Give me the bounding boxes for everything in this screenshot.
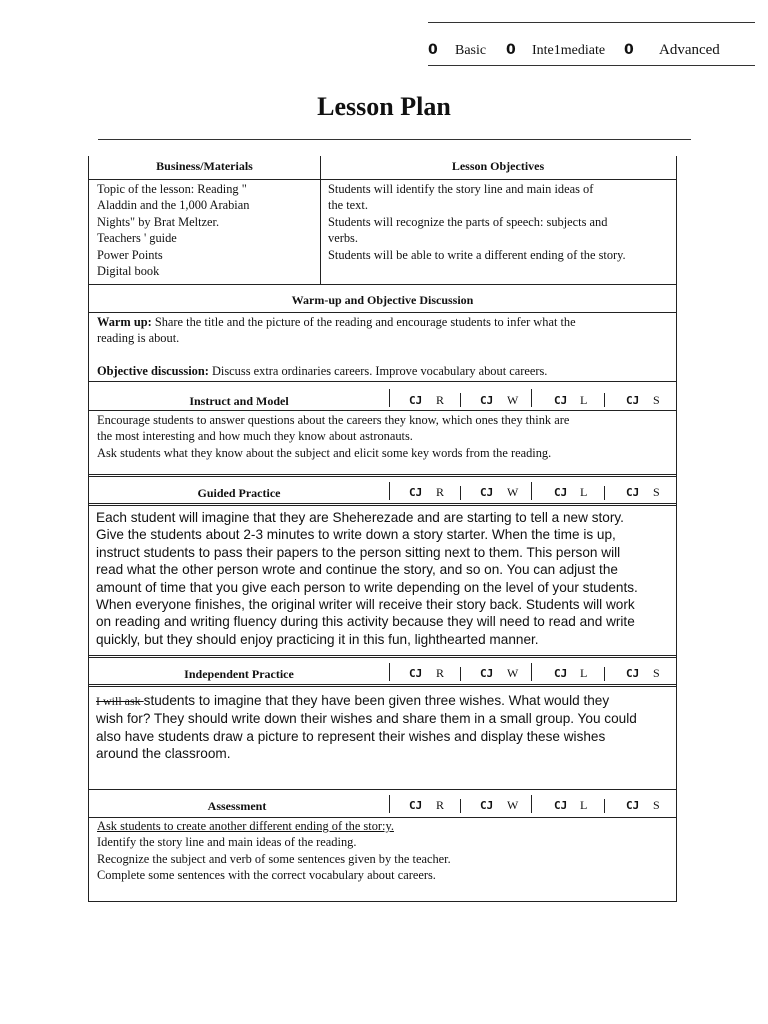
objective-discussion-label: Objective discussion: bbox=[97, 363, 209, 378]
guided-line: Each student will imagine that they are Sheherezade and are starting to tell a new story. bbox=[96, 510, 624, 525]
skill-mark: CJ bbox=[409, 394, 423, 407]
skill-reading-label: R bbox=[436, 798, 445, 812]
skill-writing-checkbox[interactable] bbox=[480, 485, 493, 500]
row-divider bbox=[88, 179, 677, 180]
skill-separator bbox=[531, 389, 532, 407]
skill-speaking-checkbox[interactable] bbox=[626, 798, 639, 813]
guided-header: Guided Practice bbox=[197, 486, 281, 500]
instruct-line: the most interesting and how much they know about astronauts. bbox=[97, 429, 413, 444]
business-header: Business/Materials bbox=[156, 159, 253, 173]
instruct-line: Encourage students to answer questions about the careers they know, which ones they think are bbox=[97, 413, 570, 427]
skill-separator bbox=[389, 389, 390, 407]
skill-mark: CJ bbox=[626, 394, 640, 407]
skill-listening-checkbox[interactable] bbox=[554, 393, 567, 408]
skill-separator bbox=[604, 667, 605, 681]
row-divider bbox=[88, 474, 677, 477]
skill-writing-label: W bbox=[507, 485, 519, 499]
page-title: Lesson Plan bbox=[317, 92, 451, 121]
objective-discussion-text: Discuss extra ordinaries careers. Improve vocabulary about careers. bbox=[208, 363, 548, 378]
skill-mark: CJ bbox=[409, 667, 423, 680]
skill-listening-label: L bbox=[580, 485, 588, 499]
skill-reading-label: R bbox=[436, 666, 445, 680]
level-basic-label: Basic bbox=[455, 43, 487, 58]
skill-listening-checkbox[interactable] bbox=[554, 798, 567, 813]
skill-separator bbox=[531, 663, 532, 681]
assessment-line: Complete some sentences with the correct vocabulary about careers. bbox=[97, 868, 436, 883]
skill-mark: CJ bbox=[480, 667, 494, 680]
skill-mark: CJ bbox=[480, 486, 494, 499]
level-intermediate-radio[interactable]: 0 bbox=[506, 42, 516, 58]
instruct-line: Ask students what they know about the subject and elicit some key words from the reading. bbox=[97, 445, 552, 460]
objective-line: Students will be able to write a different ending of the story. bbox=[328, 247, 626, 262]
skill-listening-checkbox[interactable] bbox=[554, 485, 567, 500]
skill-writing-label: W bbox=[507, 393, 519, 407]
skill-speaking-label: S bbox=[653, 666, 660, 680]
guided-line: Give the students about 2-3 minutes to write down a story starter. When the time is up, bbox=[96, 527, 616, 543]
skill-mark: CJ bbox=[409, 799, 423, 812]
assessment-header: Assessment bbox=[207, 799, 267, 813]
struck-text: I will ask bbox=[96, 694, 144, 708]
business-line: Power Points bbox=[97, 247, 163, 262]
skill-separator bbox=[604, 486, 605, 500]
skill-mark: CJ bbox=[626, 667, 640, 680]
skill-separator bbox=[389, 795, 390, 813]
skill-mark: CJ bbox=[554, 486, 568, 499]
business-line: Aladdin and the 1,000 Arabian bbox=[97, 198, 250, 213]
warmup-cell bbox=[97, 314, 576, 379]
level-rule-bottom bbox=[428, 65, 755, 66]
skill-writing-checkbox[interactable] bbox=[480, 393, 493, 408]
skill-speaking-checkbox[interactable] bbox=[626, 485, 639, 500]
business-line: Teachers ' guide bbox=[97, 231, 177, 246]
row-divider bbox=[88, 655, 677, 658]
skill-mark: CJ bbox=[626, 486, 640, 499]
skill-separator bbox=[604, 393, 605, 407]
skill-listening-label: L bbox=[580, 666, 588, 680]
level-basic-radio[interactable]: 0 bbox=[428, 42, 438, 58]
column-divider bbox=[320, 156, 321, 284]
warmup-label: Warm up: bbox=[97, 315, 152, 329]
skill-separator bbox=[604, 799, 605, 813]
row-divider bbox=[88, 312, 677, 313]
independent-line: around the classroom. bbox=[96, 746, 231, 762]
level-intermediate-label: Inte1mediate bbox=[532, 43, 606, 58]
assessment-line: Recognize the subject and verb of some sentences given by the teacher. bbox=[97, 851, 451, 866]
objectives-header: Lesson Objectives bbox=[451, 159, 545, 173]
skill-mark: CJ bbox=[554, 394, 568, 407]
skill-writing-checkbox[interactable] bbox=[480, 798, 493, 813]
skill-separator bbox=[460, 667, 461, 681]
independent-line: students to imagine that they have been given three wishes. What would they bbox=[143, 693, 610, 708]
warmup-header: Warm-up and Objective Discussion bbox=[291, 293, 474, 307]
skill-separator bbox=[460, 486, 461, 500]
skill-reading-label: R bbox=[436, 393, 445, 407]
skill-listening-label: L bbox=[580, 798, 588, 812]
row-divider bbox=[88, 410, 677, 411]
business-line: Nights" by Brat Meltzer. bbox=[97, 214, 220, 229]
skill-writing-label: W bbox=[507, 666, 519, 680]
objective-line: the text. bbox=[328, 198, 368, 213]
row-divider bbox=[88, 684, 677, 687]
row-divider bbox=[88, 381, 677, 382]
level-advanced-radio[interactable]: 0 bbox=[624, 42, 634, 58]
level-advanced-label: Advanced bbox=[659, 42, 720, 58]
level-selector bbox=[428, 42, 758, 62]
guided-line: quickly, but they should enjoy practicing it in this fun, lighthearted manner. bbox=[96, 631, 539, 647]
skill-mark: CJ bbox=[409, 486, 423, 499]
skill-separator bbox=[460, 799, 461, 813]
title-rule bbox=[98, 139, 691, 140]
business-materials-cell bbox=[97, 181, 249, 279]
warmup-text: Share the title and the picture of the reading and encourage students to infer what the bbox=[151, 315, 576, 329]
skill-separator bbox=[389, 663, 390, 681]
independent-line: wish for? They should write down their wishes and share them in a small group. You could bbox=[96, 711, 637, 727]
independent-header: Independent Practice bbox=[184, 667, 294, 681]
skill-writing-checkbox[interactable] bbox=[480, 666, 493, 681]
independent-line: also have students draw a picture to represent their wishes and display these wishes bbox=[96, 728, 606, 744]
business-line: Topic of the lesson: Reading " bbox=[97, 182, 247, 196]
skill-mark: CJ bbox=[480, 394, 494, 407]
guided-line: on reading and writing fluency during this activity because they will need to read and write bbox=[96, 614, 635, 630]
objective-line: Students will identify the story line and main ideas of bbox=[328, 182, 594, 196]
row-divider bbox=[88, 503, 677, 506]
objectives-cell bbox=[328, 181, 626, 263]
level-rule-top bbox=[428, 22, 755, 23]
guided-line: read what the other person wrote and continue the story, and so on. You can adjust the bbox=[96, 562, 618, 578]
skill-mark: CJ bbox=[480, 799, 494, 812]
assessment-cell bbox=[97, 818, 451, 884]
skill-listening-checkbox[interactable] bbox=[554, 666, 567, 681]
skill-reading-checkbox[interactable] bbox=[409, 485, 422, 500]
instruct-header: Instruct and Model bbox=[189, 394, 289, 408]
objective-line: Students will recognize the parts of speech: subjects and bbox=[328, 214, 608, 229]
skill-reading-checkbox[interactable] bbox=[409, 798, 422, 813]
business-line: Digital book bbox=[97, 264, 160, 279]
skill-mark: CJ bbox=[554, 799, 568, 812]
skill-reading-label: R bbox=[436, 485, 445, 499]
independent-cell bbox=[96, 692, 637, 763]
skill-writing-label: W bbox=[507, 798, 519, 812]
skill-reading-checkbox[interactable] bbox=[409, 666, 422, 681]
guided-line: amount of time that you give each person to write depending on the level of your students. bbox=[96, 579, 638, 595]
skill-mark: CJ bbox=[554, 667, 568, 680]
assessment-line: Identify the story line and main ideas of the reading. bbox=[97, 835, 357, 850]
objective-line: verbs. bbox=[328, 231, 358, 246]
skill-speaking-label: S bbox=[653, 393, 660, 407]
skill-separator bbox=[460, 393, 461, 407]
guided-line: instruct students to pass their papers to the person sitting next to them. This person will bbox=[96, 544, 621, 560]
skill-speaking-checkbox[interactable] bbox=[626, 666, 639, 681]
skill-reading-checkbox[interactable] bbox=[409, 393, 422, 408]
row-divider bbox=[88, 284, 677, 285]
guided-line: When everyone finishes, the original writer will receive their story back. Students will work bbox=[96, 597, 635, 613]
skill-separator bbox=[531, 482, 532, 500]
skill-mark: CJ bbox=[626, 799, 640, 812]
skill-separator bbox=[531, 795, 532, 813]
row-divider bbox=[88, 789, 677, 790]
skill-speaking-label: S bbox=[653, 485, 660, 499]
skill-speaking-label: S bbox=[653, 798, 660, 812]
assessment-line: Ask students to create another different ending of the stor:y. bbox=[97, 819, 394, 833]
guided-cell bbox=[96, 509, 638, 648]
warmup-text-cont: reading is about. bbox=[97, 331, 180, 346]
skill-speaking-checkbox[interactable] bbox=[626, 393, 639, 408]
skill-separator bbox=[389, 482, 390, 500]
skill-listening-label: L bbox=[580, 393, 588, 407]
instruct-cell bbox=[97, 412, 569, 461]
